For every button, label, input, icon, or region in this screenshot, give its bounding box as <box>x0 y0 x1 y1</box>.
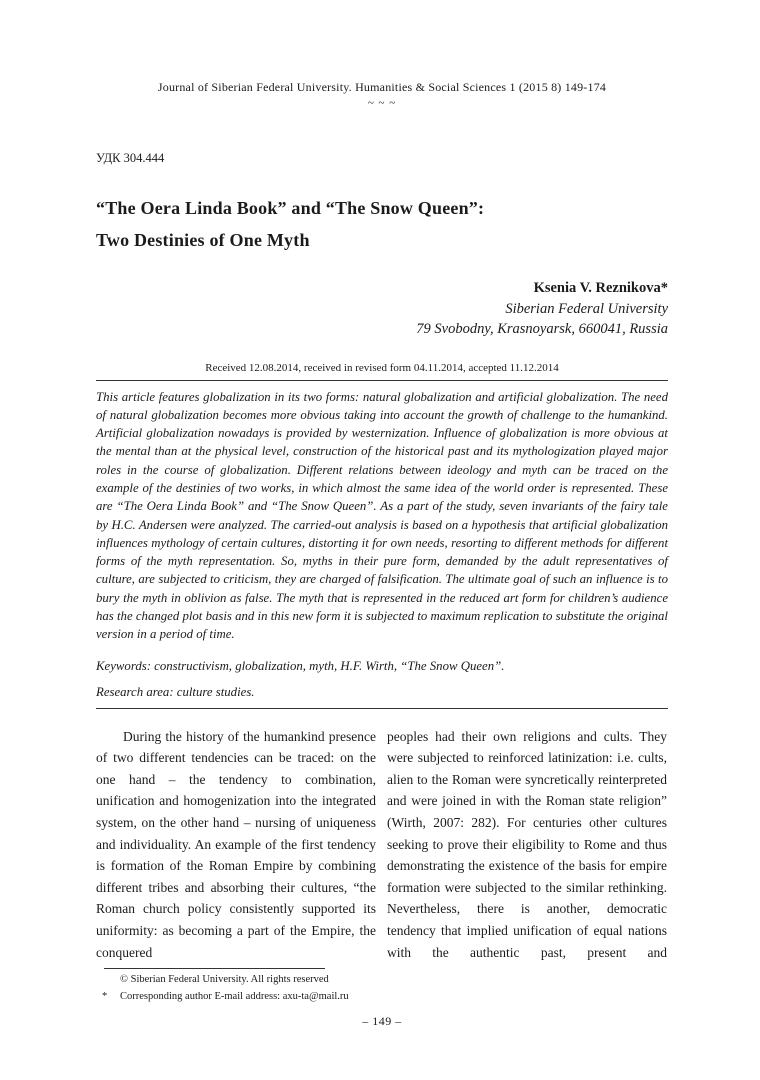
body-columns <box>96 726 668 964</box>
author-address: 79 Svobodny, Krasnoyarsk, 660041, Russia <box>416 321 668 337</box>
copyright-marker <box>96 972 120 989</box>
copyright-line <box>96 972 668 989</box>
article-title-line1: “The Oera Linda Book” and “The Snow Queen”: <box>96 198 485 218</box>
asterisk-marker: * <box>102 990 108 1002</box>
journal-header: Journal of Siberian Federal University. Humanities & Social Sciences 1 (2015 8) 149-174 <box>157 80 607 94</box>
received-dates: Received 12.08.2014, received in revised form 04.11.2014, accepted 11.12.2014 <box>205 361 559 374</box>
body-column-right: peoples had their own religions and cults. They were subjected to reinforced latinization: i.e. cults, alien to the Roman were syncretically reinterpreted and were joined in with the Roman state religion” (Wirth, 2007: 282). For centuries other cultures seeking to prove their eligibility to Rome and thus demonstrating the existence of the basis for empire formation were subjected to the similar rethinking. Nevertheless, there is another, democratic tendency that implied unification of equal nations with the authentic past, present and <box>387 728 667 960</box>
udc-code: УДК 304.444 <box>96 151 165 165</box>
keywords-line: Keywords: constructivism, globalization, myth, H.F. Wirth, “The Snow Queen”. <box>96 658 505 673</box>
corresponding-author-line <box>96 989 668 1006</box>
copyright-text: © Siberian Federal University. All rights reserved <box>120 974 329 986</box>
page-number: – 149 – <box>362 1014 402 1029</box>
abstract-bottom-rule <box>96 708 668 709</box>
footnote-rule <box>104 968 325 969</box>
tilde-ornament: ~ ~ ~ <box>367 97 397 109</box>
article-title-line2: Two Destinies of One Myth <box>96 230 310 250</box>
abstract-top-rule <box>96 380 668 381</box>
article-title <box>96 192 668 256</box>
footnote-block <box>96 968 668 1005</box>
author-name: Ksenia V. Reznikova* <box>533 280 668 296</box>
body-column-left: During the history of the humankind presence of two different tendencies can be traced: on the one hand – the tendency to combination, unification and homogenization into the integrated system, on the other hand – nursing of uniqueness and individuality. An example of the first tendency is formation of the Roman Empire by combining different tribes and absorbing their cultures, “the Roman church policy consistently supported its uniformity: as becoming a part of the Empire, the conquered <box>96 728 376 960</box>
research-area-line: Research area: culture studies. <box>96 684 255 699</box>
abstract-text: This article features globalization in its two forms: natural globalization and artificial globalization. The need of natural globalization becomes more obvious taking into account the growth of challenge to the humankind. Artificial globalization nowadays is provided by westernization. Influence of globalization is more obvious at the mental than at the physical level, construction of the historical past and its mythologization played major roles in the course of globalization. Different relations between ideology and myth can be traced on the example of the destinies of two works, in which almost the same idea of the world order is represented. These are “The Oera Linda Book” and “The Snow Queen”. As a part of the study, seven invariants of the fairy tale by H.C. Andersen were analyzed. The carried-out analysis is based on a hypothesis that artificial globalization influences mythology of certain cultures, distorting it for own needs, resorting to different methods for different forms of the myth representation. So, myths in their pure form, demanded by the adult representatives of culture, are subjected to criticism, they are charged of falsification. The ultimate goal of such an influence is to bury the myth in oblivion as false. The myth that is represented in the reduced art form for children’s audience has the changed plot basis and in this new form it is subjected to maximum replication to substitute the original version in a period of time. <box>96 389 668 642</box>
corresponding-text: Corresponding author E-mail address: axu-ta@mail.ru <box>120 990 349 1002</box>
author-block <box>96 278 668 340</box>
author-affiliation: Siberian Federal University <box>505 300 668 317</box>
